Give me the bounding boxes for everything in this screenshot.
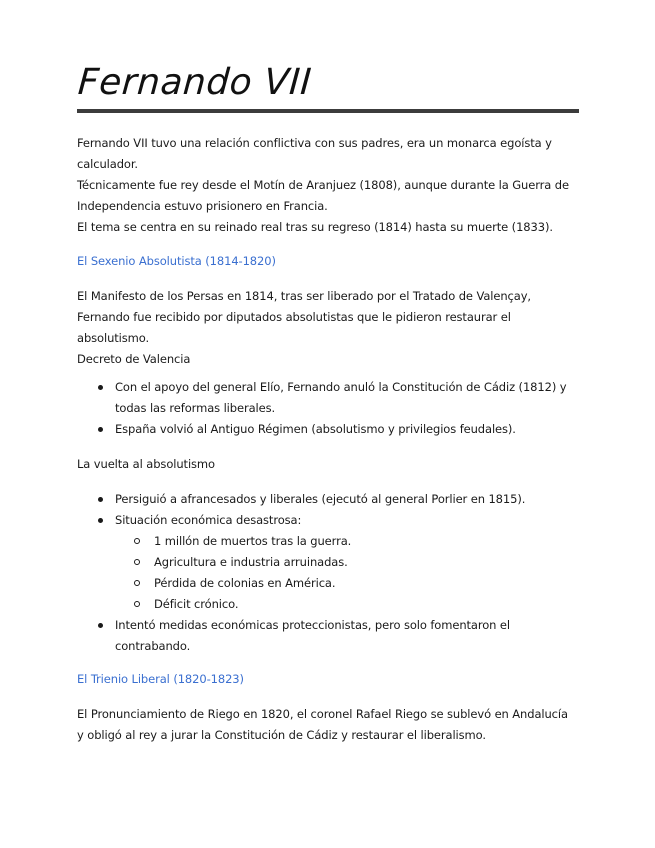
intro-paragraph-3: El tema se centra en su reinado real tras su regreso (1814) hasta su muerte (1833). bbox=[77, 220, 553, 234]
list-item-with-sublist bbox=[77, 510, 577, 615]
list-item: Con el apoyo del general Elío, Fernando anuló la Constitución de Cádiz (1812) y todas las reformas liberales. bbox=[77, 377, 577, 419]
sub-list-item: Agricultura e industria arruinadas. bbox=[77, 552, 577, 573]
sub-list-item: Pérdida de colonias en América. bbox=[77, 573, 577, 594]
sub-list-item: 1 millón de muertos tras la guerra. bbox=[77, 531, 577, 552]
vuelta-list bbox=[77, 489, 577, 657]
sexenio-paragraph: El Manifesto de los Persas en 1814, tras ser liberado por el Tratado de Valençay, Fernando fue recibido por diputados absolutistas que le pidieron restaurar el absolutismo. bbox=[77, 289, 531, 345]
section-heading-trienio: El Trienio Liberal (1820-1823) bbox=[77, 672, 244, 686]
title-underline bbox=[77, 109, 579, 113]
trienio-paragraph: El Pronunciamiento de Riego en 1820, el coronel Rafael Riego se sublevó en Andalucía y obligó al rey a jurar la Constitución de Cádiz y restaurar el liberalismo. bbox=[77, 707, 568, 742]
subheading-decreto: Decreto de Valencia bbox=[77, 352, 191, 366]
document-body bbox=[77, 133, 577, 746]
sublist bbox=[115, 531, 577, 615]
list-item: Persiguió a afrancesados y liberales (ejecutó al general Porlier en 1815). bbox=[77, 489, 577, 510]
list-item: Intentó medidas económicas proteccionistas, pero solo fomentaron el contrabando. bbox=[77, 615, 577, 657]
list-item: España volvió al Antiguo Régimen (absolutismo y privilegios feudales). bbox=[77, 419, 577, 440]
section-heading-sexenio: El Sexenio Absolutista (1814-1820) bbox=[77, 254, 276, 268]
list-item-label: Situación económica desastrosa: bbox=[115, 513, 302, 527]
sub-list-item: Déficit crónico. bbox=[77, 594, 577, 615]
intro-paragraph-1: Fernando VII tuvo una relación conflictiva con sus padres, era un monarca egoísta y calculador. bbox=[77, 136, 552, 171]
intro-paragraph-2: Técnicamente fue rey desde el Motín de Aranjuez (1808), aunque durante la Guerra de Independencia estuvo prisionero en Francia. bbox=[77, 178, 569, 213]
subheading-vuelta: La vuelta al absolutismo bbox=[77, 457, 215, 471]
decreto-list bbox=[77, 377, 577, 440]
page-title: Fernando VII bbox=[76, 62, 313, 103]
